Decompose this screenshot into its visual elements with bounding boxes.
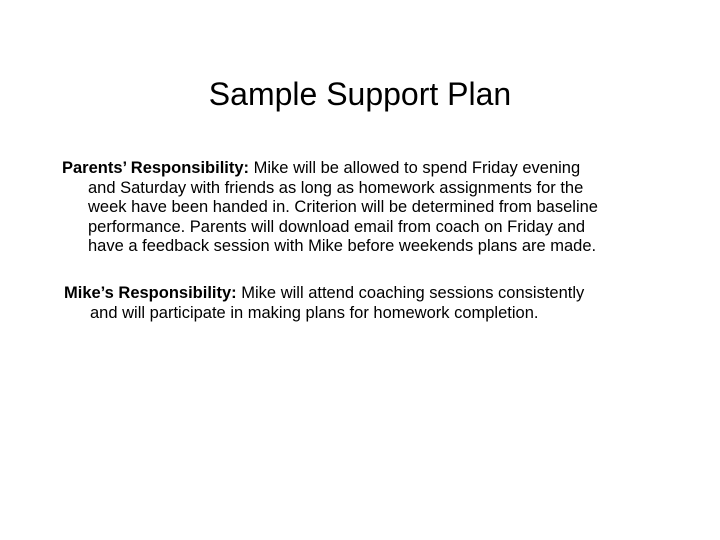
mike-responsibility-label: Mike’s Responsibility: — [64, 284, 237, 302]
parents-responsibility-text-3: week have been handed in. Criterion will be determined from baseline — [88, 198, 598, 216]
mike-responsibility-text-1: Mike will attend coaching sessions consistently — [236, 284, 585, 302]
parents-responsibility-text-2: and Saturday with friends as long as homework assignments for the — [88, 178, 584, 197]
parents-responsibility-text-4: performance. Parents will download email from coach on Friday and — [88, 217, 586, 236]
mike-responsibility-text-2: and will participate in making plans for homework completion. — [90, 303, 539, 322]
parents-responsibility-label: Parents’ Responsibility: — [62, 159, 250, 177]
slide-title: Sample Support Plan — [208, 76, 512, 112]
parents-responsibility-paragraph — [62, 159, 598, 257]
mike-responsibility-paragraph — [64, 284, 584, 323]
parents-responsibility-text-1: Mike will be allowed to spend Friday evening — [249, 159, 581, 177]
parents-responsibility-line-1 — [62, 159, 598, 179]
parents-responsibility-text-5: have a feedback session with Mike before weekends plans are made. — [88, 237, 597, 255]
mike-responsibility-line-1 — [64, 284, 584, 304]
